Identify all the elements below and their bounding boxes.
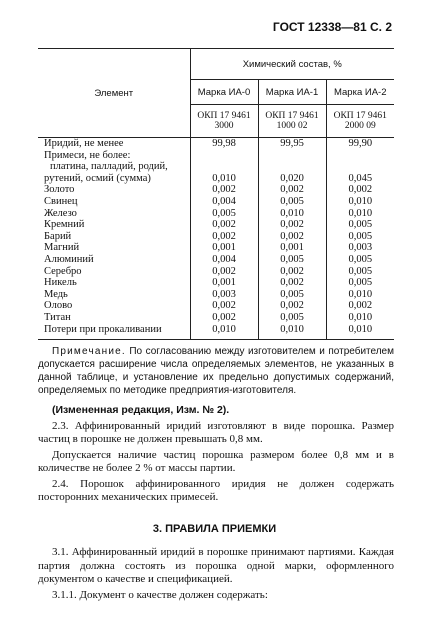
body-text — [38, 404, 394, 505]
element-column-header: Элемент — [94, 87, 134, 99]
edition-note: (Измененная редакция, Изм. № 2). — [52, 404, 230, 416]
table-row: Кремний 0,002 0,002 0,005 — [38, 219, 394, 231]
table-row: Титан 0,002 0,005 0,010 — [38, 312, 394, 324]
table-row: Серебро 0,002 0,002 0,005 — [38, 266, 394, 278]
paragraph-2-4: 2.4. Порошок аффинированного иридия не должен содержать посторонних механических примесей. — [38, 477, 394, 503]
table-row: платина, палладий, родий, — [38, 161, 394, 173]
grade-header: Марка ИА-1 — [258, 80, 326, 105]
paragraph-3-1-1: 3.1.1. Документ о качестве должен содержать: — [52, 588, 268, 601]
paragraph-2-3-allowance: Допускается наличие частиц порошка размером более 0,8 мм и в количестве не более 2 % от массы партии. — [38, 448, 394, 474]
table-row: Свинец 0,004 0,005 0,010 — [38, 196, 394, 208]
table-row: Магний 0,001 0,001 0,003 — [38, 242, 394, 254]
table-row: Потери при прокаливании 0,010 0,010 0,010 — [38, 324, 394, 336]
table-row: Примеси, не более: — [38, 150, 394, 162]
okp-code: ОКП 17 9461 2000 09 — [326, 105, 394, 138]
table-row: Олово 0,002 0,002 0,002 — [38, 300, 394, 312]
section-title: 3. ПРАВИЛА ПРИЕМКИ — [152, 523, 277, 535]
paragraph-2-3: 2.3. Аффинированный иридий изготовляют в виде порошка. Размер частиц в порошке не должен превышать 0,8 мм. — [38, 419, 394, 445]
table-note: Примечание. По согласованию между изготовителем и потребителем допускается расширение числа определяемых элементов, не указанных в данной таблице, и установление их предельно допустимых содержаний, определяемых по методике предприятия-изготовителя. — [38, 346, 394, 396]
table-row: Барий 0,002 0,002 0,005 — [38, 231, 394, 243]
chemical-composition-table — [38, 48, 394, 340]
page-header: ГОСТ 12338—81 С. 2 — [272, 20, 392, 34]
table-row: Никель 0,001 0,002 0,005 — [38, 277, 394, 289]
table-row: рутений, осмий (сумма) 0,010 0,020 0,045 — [38, 173, 394, 185]
table-row: Железо 0,005 0,010 0,010 — [38, 208, 394, 220]
table-row: Алюминий 0,004 0,005 0,005 — [38, 254, 394, 266]
section-3-text — [38, 546, 394, 602]
okp-code: ОКП 17 9461 3000 — [190, 105, 258, 138]
chem-composition-header: Химический состав, % — [190, 49, 394, 80]
grade-header: Марка ИА-0 — [190, 80, 258, 105]
table-row: Иридий, не менее 99,98 99,95 99,90 — [38, 138, 394, 150]
note-block — [38, 345, 394, 397]
okp-code: ОКП 17 9461 1000 02 — [258, 105, 326, 138]
grade-header: Марка ИА-2 — [326, 80, 394, 105]
table-row: Медь 0,003 0,005 0,010 — [38, 289, 394, 301]
paragraph-3-1: 3.1. Аффинированный иридий в порошке принимают партиями. Каждая партия должна состоять из порошка одной марки, оформленного документом о качестве и спецификацией. — [38, 546, 394, 585]
table-row: Золото 0,002 0,002 0,002 — [38, 184, 394, 196]
